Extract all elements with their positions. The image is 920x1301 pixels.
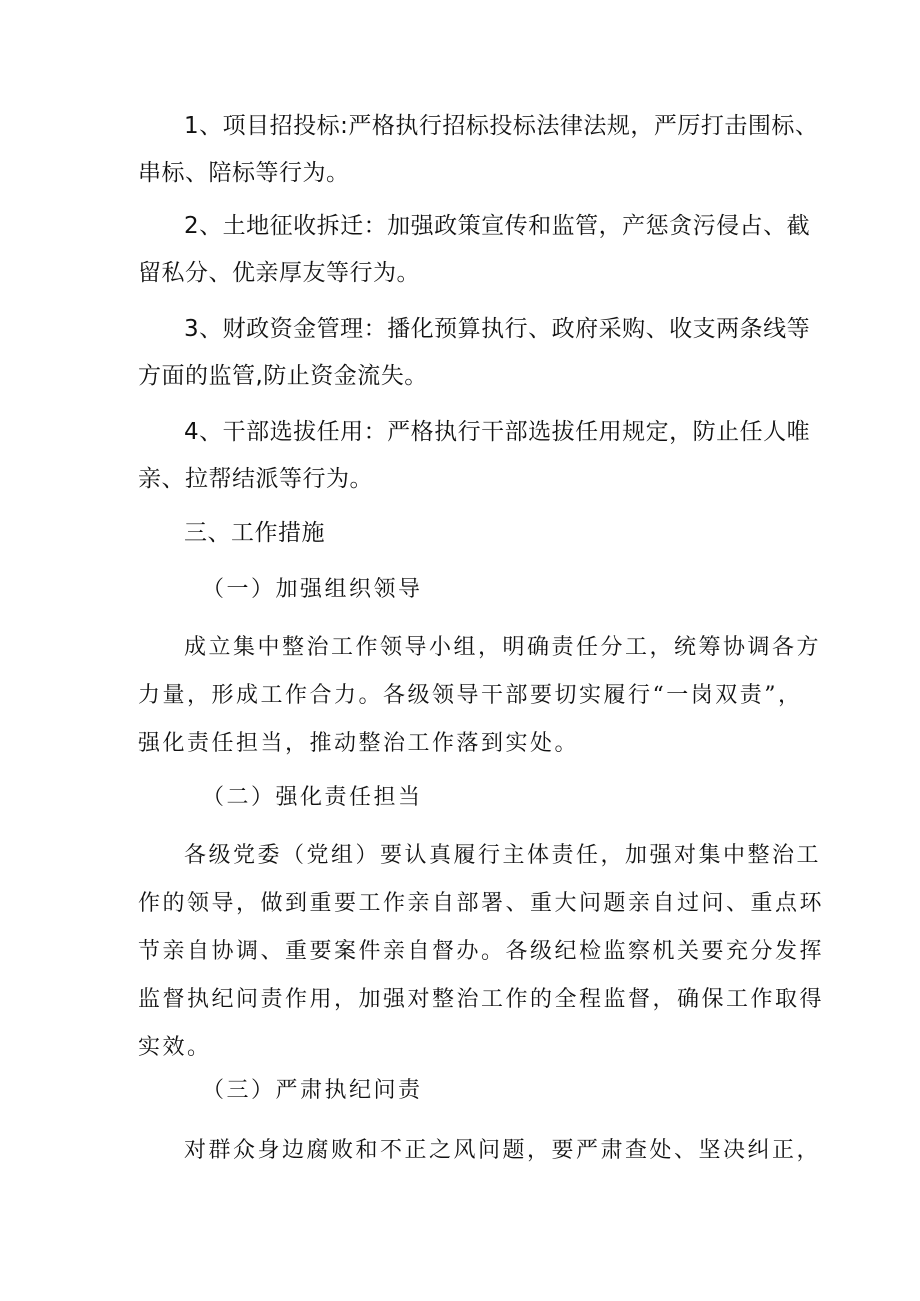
section-heading-text: 三、工作措施 [184,520,325,546]
paragraph-line: 4、干部选拔任用：严格执行干部选拔任用规定，防止任人唯 [184,419,811,445]
paragraph-line: 1、项目招投标:严格执行招标投标法律法规，严厉打击围标、 [184,113,819,139]
paragraph-line: 方面的监管,防止资金流失。 [138,363,428,389]
paragraph-line: 实效。 [138,1035,212,1060]
paragraph [138,832,825,1072]
subsection-heading [138,1067,798,1115]
paragraph-line: 成立集中整治工作领导小组，明确责任分工，统筹协调各方 [184,635,822,660]
paragraph-line: 作的领导，做到重要工作亲自部署、重大问题亲自过问、重点环 [138,891,825,916]
paragraph-line: 串标、陪标等行为。 [138,160,350,186]
list-item [138,103,819,197]
paragraph-line: 留私分、优亲厚友等行为。 [138,260,420,286]
paragraph-line: 强化责任担当，推动整治工作落到实处。 [138,731,580,756]
paragraph [138,624,822,768]
subsection-heading-text: （一）加强组织领导 [202,577,423,602]
subsection-heading-text: （三）严肃执纪问责 [202,1078,423,1103]
list-item [138,306,811,400]
paragraph-line: 亲、拉帮结派等行为。 [138,466,373,492]
list-item [138,409,811,503]
list-item [138,203,811,297]
paragraph [138,1127,822,1175]
section-heading [138,510,798,557]
paragraph-line: 2、土地征收拆迁：加强政策宣传和监管，产惩贪污侵占、截 [184,213,811,239]
paragraph-line: 对群众身边腐败和不正之风问题，要严肃查处、坚决纠正， [184,1138,822,1163]
paragraph-line: 节亲自协调、重要案件亲自督办。各级纪检监察机关要充分发挥 [138,939,825,964]
paragraph-line: 监督执纪问责作用，加强对整治工作的全程监督，确保工作取得 [138,987,825,1012]
paragraph-line: 力量，形成工作合力。各级领导干部要切实履行“一岗双责”， [138,683,803,708]
paragraph-line: 各级党委（党组）要认真履行主体责任，加强对集中整治工 [184,843,822,868]
subsection-heading [138,774,798,822]
subsection-heading [138,566,798,614]
subsection-heading-text: （二）强化责任担当 [202,785,423,810]
paragraph-line: 3、财政资金管理：播化预算执行、政府采购、收支两条线等 [184,316,811,342]
